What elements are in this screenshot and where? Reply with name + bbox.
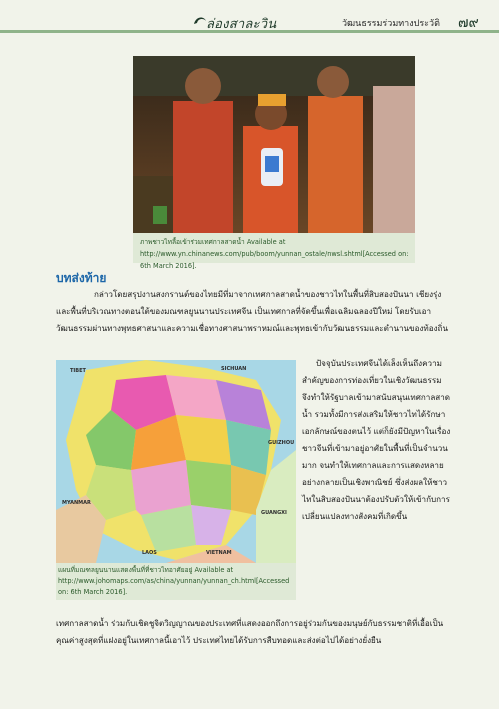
paragraph-present-day: ปัจจุบันประเทศจีนได้เล็งเห็นถึงความสำคัญของการท่องเที่ยวในเชิงวัฒนธรรม จึงทำให้รัฐบาลเข้ามาสนับสนุนเทศกาลสาดน้ำ รวมทั้งมีการส่งเสริมให้ชาวไทได้รักษาเอกลักษณ์ของตนไว้ แต่ก็ยังมีปัญหาในเรื่องชาวจีนที่เข้ามาอยู่อาศัยในพื้นที่เป็นจำนวนมาก จนทำให้เทศกาลและการแสดงหลายอย่างกลายเป็นเชิงพาณิชย์ ซึ่งส่งผลให้ชาวไทในสิบสองปันนาต้องปรับตัวให้เข้ากับการเปลี่ยนแปลงทางสังคมที่เกิดขึ้น [302, 358, 451, 521]
map-label-sichuan: SICHUAN [221, 366, 247, 372]
map-caption-title: แผนที่มณฑลยูนนานแสดงพื้นที่ที่ชาวไทอาศัยอยู่ [58, 566, 193, 574]
map-caption [58, 565, 294, 598]
header-subtitle: วัฒนธรรมร่วมทางประวัติ [342, 19, 440, 29]
photo-caption-title: ภาพชาวไทลื้อเข้าร่วมเทศกาลสาดน้ำ [140, 238, 245, 246]
yunnan-map-image [56, 360, 296, 563]
festival-photo [133, 56, 415, 233]
map-caption-source: Available at http://www.johomaps.com/as/china/yunnan/yunnan_ch.html[Accessed on: 6th March 2016]. [58, 566, 290, 596]
yunnan-map [56, 360, 296, 563]
festival-photo-image [133, 56, 415, 233]
page-number: ๗๙ [458, 15, 479, 31]
map-label-tibet: TIBET [70, 368, 86, 374]
paragraph-closing: เทศกาลสาดน้ำ ร่วมกับเชิดชูจิตวิญญาณของประเทศที่แสดงออกถึงการอยู่ร่วมกันของมนุษย์กับธรรมชาติที่เอื้อเป็นคุณค่าสูงสุดที่แฝงอยู่ในเทศกาลนี้เอาไว้ ประเทศไทยได้รับการสืบทอดและส่งต่อไปได้อย่างยั่งยืน [56, 618, 444, 645]
map-label-guizhou: GUIZHOU [268, 440, 295, 446]
paragraph-intro: กล่าวโดยสรุปงานสงกรานต์ของไทยมีที่มาจากเทศกาลสาดน้ำของชาวไทในพื้นที่สิบสองปันนา เชียงรุ่ง และพื้นที่บริเวณทางตอนใต้ของมณฑลยูนนานประเทศจีน เป็นเทศกาลที่จัดขึ้นเพื่อเฉลิมฉลองปีใหม่ โดยรับเอาวัฒนธรรมผ่านทางพุทธศาสนาและความเชื่อทางศาสนาพราหมณ์และพุทธเข้ากับวัฒนธรรมและตำนานของท้องถิ่น [56, 289, 448, 333]
section-heading: บทส่งท้าย [56, 271, 107, 285]
photo-caption [140, 236, 412, 272]
series-logo: ล่องสาละวิน [206, 17, 277, 32]
map-label-vietnam: VIETNAM [206, 550, 232, 556]
map-label-myanmar: MYANMAR [62, 500, 91, 506]
photo-caption-source: Available at http://www.yn.chinanews.com/pub/boom/yunnan_ostale/nwsl.shtml[Accessed on: 6th March 2016]. [140, 238, 409, 270]
map-label-laos: LAOS [142, 550, 157, 556]
map-label-guangxi: GUANGXI [261, 510, 287, 516]
